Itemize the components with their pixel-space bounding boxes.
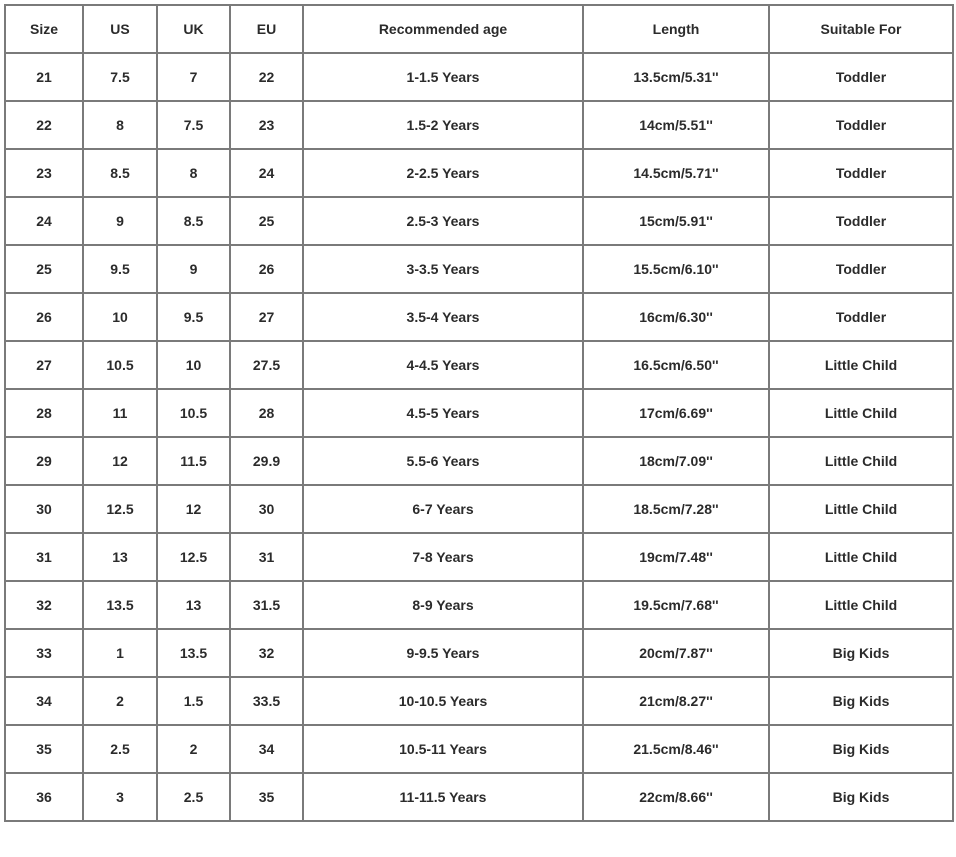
table-cell-eu: 24: [230, 149, 303, 197]
table-cell-eu: 23: [230, 101, 303, 149]
table-cell-size: 30: [5, 485, 83, 533]
table-cell-length: 15cm/5.91'': [583, 197, 769, 245]
table-cell-size: 32: [5, 581, 83, 629]
table-cell-eu: 22: [230, 53, 303, 101]
table-cell-recommended-age: 1-1.5 Years: [303, 53, 583, 101]
table-cell-eu: 34: [230, 725, 303, 773]
table-body: [5, 53, 953, 821]
table-cell-length: 18cm/7.09'': [583, 437, 769, 485]
table-row: [5, 293, 953, 341]
table-cell-length: 15.5cm/6.10'': [583, 245, 769, 293]
table-cell-us: 13.5: [83, 581, 157, 629]
table-cell-recommended-age: 3.5-4 Years: [303, 293, 583, 341]
table-row: [5, 437, 953, 485]
table-cell-length: 21.5cm/8.46'': [583, 725, 769, 773]
table-cell-eu: 31.5: [230, 581, 303, 629]
table-cell-us: 8.5: [83, 149, 157, 197]
table-cell-recommended-age: 4-4.5 Years: [303, 341, 583, 389]
table-cell-length: 22cm/8.66'': [583, 773, 769, 821]
table-cell-us: 2.5: [83, 725, 157, 773]
table-row: [5, 101, 953, 149]
table-cell-us: 10.5: [83, 341, 157, 389]
table-cell-uk: 9: [157, 245, 230, 293]
table-cell-recommended-age: 2.5-3 Years: [303, 197, 583, 245]
column-header-eu: EU: [230, 5, 303, 53]
table-cell-uk: 11.5: [157, 437, 230, 485]
table-cell-suitable-for: Little Child: [769, 533, 953, 581]
table-cell-us: 13: [83, 533, 157, 581]
table-row: [5, 389, 953, 437]
table-cell-us: 9.5: [83, 245, 157, 293]
table-cell-us: 1: [83, 629, 157, 677]
table-header-row: [5, 5, 953, 53]
table-cell-recommended-age: 11-11.5 Years: [303, 773, 583, 821]
table-cell-recommended-age: 3-3.5 Years: [303, 245, 583, 293]
table-cell-length: 21cm/8.27'': [583, 677, 769, 725]
table-cell-recommended-age: 2-2.5 Years: [303, 149, 583, 197]
table-cell-us: 12: [83, 437, 157, 485]
table-cell-size: 27: [5, 341, 83, 389]
table-cell-uk: 12.5: [157, 533, 230, 581]
table-cell-recommended-age: 6-7 Years: [303, 485, 583, 533]
column-header-us: US: [83, 5, 157, 53]
table-cell-recommended-age: 7-8 Years: [303, 533, 583, 581]
table-cell-size: 21: [5, 53, 83, 101]
column-header-size: Size: [5, 5, 83, 53]
table-cell-size: 33: [5, 629, 83, 677]
table-cell-eu: 29.9: [230, 437, 303, 485]
table-cell-us: 3: [83, 773, 157, 821]
table-row: [5, 53, 953, 101]
table-cell-uk: 10: [157, 341, 230, 389]
table-cell-length: 19.5cm/7.68'': [583, 581, 769, 629]
table-cell-uk: 10.5: [157, 389, 230, 437]
column-header-length: Length: [583, 5, 769, 53]
table-cell-eu: 32: [230, 629, 303, 677]
table-cell-recommended-age: 10-10.5 Years: [303, 677, 583, 725]
table-cell-us: 8: [83, 101, 157, 149]
table-cell-length: 14cm/5.51'': [583, 101, 769, 149]
table-cell-size: 35: [5, 725, 83, 773]
table-cell-size: 28: [5, 389, 83, 437]
table-cell-eu: 27.5: [230, 341, 303, 389]
table-cell-us: 2: [83, 677, 157, 725]
table-cell-us: 10: [83, 293, 157, 341]
table-row: [5, 245, 953, 293]
table-cell-eu: 26: [230, 245, 303, 293]
table-cell-suitable-for: Big Kids: [769, 629, 953, 677]
table-row: [5, 485, 953, 533]
table-cell-size: 36: [5, 773, 83, 821]
table-cell-us: 11: [83, 389, 157, 437]
table-cell-length: 17cm/6.69'': [583, 389, 769, 437]
column-header-suitable-for: Suitable For: [769, 5, 953, 53]
table-cell-uk: 1.5: [157, 677, 230, 725]
table-cell-length: 13.5cm/5.31'': [583, 53, 769, 101]
table-row: [5, 149, 953, 197]
table-row: [5, 773, 953, 821]
table-cell-recommended-age: 4.5-5 Years: [303, 389, 583, 437]
table-cell-length: 20cm/7.87'': [583, 629, 769, 677]
table-cell-eu: 30: [230, 485, 303, 533]
table-row: [5, 533, 953, 581]
table-cell-suitable-for: Toddler: [769, 245, 953, 293]
table-cell-size: 26: [5, 293, 83, 341]
table-cell-eu: 25: [230, 197, 303, 245]
table-cell-size: 22: [5, 101, 83, 149]
table-cell-length: 16.5cm/6.50'': [583, 341, 769, 389]
table-cell-suitable-for: Toddler: [769, 101, 953, 149]
table-cell-eu: 28: [230, 389, 303, 437]
table-cell-recommended-age: 8-9 Years: [303, 581, 583, 629]
table-cell-size: 25: [5, 245, 83, 293]
column-header-uk: UK: [157, 5, 230, 53]
size-chart-table: [4, 4, 954, 822]
table-cell-uk: 8: [157, 149, 230, 197]
table-cell-length: 14.5cm/5.71'': [583, 149, 769, 197]
table-cell-suitable-for: Little Child: [769, 341, 953, 389]
table-cell-length: 19cm/7.48'': [583, 533, 769, 581]
column-header-recommended-age: Recommended age: [303, 5, 583, 53]
table-cell-suitable-for: Big Kids: [769, 725, 953, 773]
table-cell-eu: 35: [230, 773, 303, 821]
table-cell-uk: 7.5: [157, 101, 230, 149]
table-row: [5, 629, 953, 677]
table-cell-uk: 7: [157, 53, 230, 101]
table-cell-recommended-age: 9-9.5 Years: [303, 629, 583, 677]
table-cell-uk: 13.5: [157, 629, 230, 677]
table-cell-us: 12.5: [83, 485, 157, 533]
table-cell-size: 31: [5, 533, 83, 581]
table-cell-recommended-age: 1.5-2 Years: [303, 101, 583, 149]
table-cell-suitable-for: Big Kids: [769, 677, 953, 725]
table-cell-suitable-for: Toddler: [769, 293, 953, 341]
table-cell-us: 7.5: [83, 53, 157, 101]
table-cell-eu: 33.5: [230, 677, 303, 725]
table-cell-uk: 9.5: [157, 293, 230, 341]
table-cell-recommended-age: 5.5-6 Years: [303, 437, 583, 485]
table-cell-uk: 12: [157, 485, 230, 533]
table-cell-suitable-for: Toddler: [769, 149, 953, 197]
table-cell-size: 29: [5, 437, 83, 485]
table-row: [5, 581, 953, 629]
table-cell-length: 16cm/6.30'': [583, 293, 769, 341]
table-cell-suitable-for: Little Child: [769, 389, 953, 437]
table-row: [5, 341, 953, 389]
table-cell-us: 9: [83, 197, 157, 245]
table-cell-size: 34: [5, 677, 83, 725]
table-row: [5, 677, 953, 725]
table-cell-length: 18.5cm/7.28'': [583, 485, 769, 533]
table-cell-suitable-for: Big Kids: [769, 773, 953, 821]
table-cell-uk: 8.5: [157, 197, 230, 245]
table-cell-suitable-for: Little Child: [769, 581, 953, 629]
table-cell-suitable-for: Toddler: [769, 197, 953, 245]
table-cell-suitable-for: Little Child: [769, 485, 953, 533]
table-cell-uk: 13: [157, 581, 230, 629]
table-cell-eu: 31: [230, 533, 303, 581]
table-cell-suitable-for: Toddler: [769, 53, 953, 101]
table-cell-eu: 27: [230, 293, 303, 341]
table-cell-size: 23: [5, 149, 83, 197]
table-cell-uk: 2.5: [157, 773, 230, 821]
table-cell-suitable-for: Little Child: [769, 437, 953, 485]
table-cell-recommended-age: 10.5-11 Years: [303, 725, 583, 773]
table-cell-uk: 2: [157, 725, 230, 773]
table-row: [5, 197, 953, 245]
table-row: [5, 725, 953, 773]
table-cell-size: 24: [5, 197, 83, 245]
